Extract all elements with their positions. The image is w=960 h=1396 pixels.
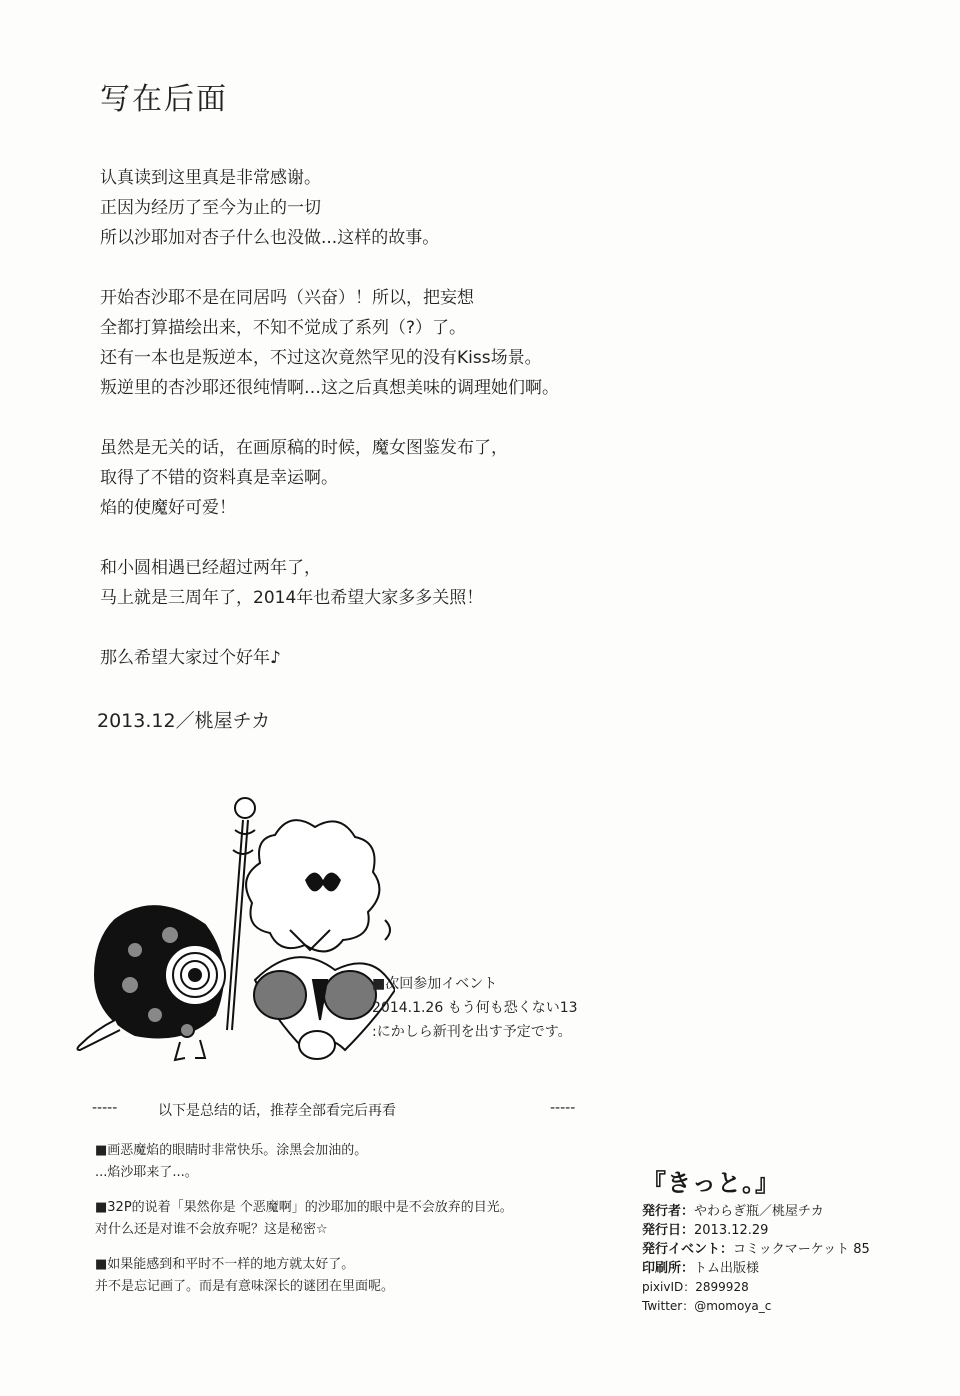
paragraph: [100, 433, 740, 523]
afterword-body: [100, 163, 740, 703]
paragraph-line: 正因为经历了至今为止的一切: [100, 198, 321, 218]
note-item: [95, 1197, 635, 1241]
paragraph-line: 叛逆里的杏沙耶还很纯情啊…这之后真想美味的调理她们啊。: [100, 378, 559, 398]
paragraph-line: 开始杏沙耶不是在同居吗（兴奋）！所以，把妄想: [100, 288, 474, 308]
printer-value: トム出版様: [694, 1261, 760, 1276]
note-line: 并不是忘记画了。而是有意味深长的谜团在里面呢。: [95, 1279, 395, 1294]
divider-dashes-right: -----: [550, 1100, 576, 1116]
author-signature: 2013.12／桃屋チカ: [97, 710, 271, 732]
note-line: 对什么还是对谁不会放弃呢？这是秘密☆: [95, 1222, 328, 1237]
note-item: [95, 1140, 635, 1184]
note-line: ■32P的说着「果然你是 个恶魔啊」的沙耶加的眼中是不会放弃的目光。: [95, 1200, 513, 1215]
date-label: 発行日：: [642, 1223, 695, 1238]
publisher-label: 発行者：: [642, 1204, 695, 1219]
paragraph-line: 认真读到这里真是非常感谢。: [100, 168, 321, 188]
paragraph-line: 取得了不错的资料真是幸运啊。: [100, 468, 338, 488]
paragraph-line: 焰的使魔好可爱！: [100, 498, 236, 518]
paragraph-line: 虽然是无关的话，在画原稿的时候，魔女图鉴发布了，: [100, 438, 508, 458]
paragraph-line: 那么希望大家过个好年♪: [100, 648, 281, 668]
printer-row: [642, 1259, 942, 1278]
paragraph-line: 和小圆相遇已经超过两年了，: [100, 558, 321, 578]
pixiv-id: pixivID：2899928: [642, 1280, 749, 1294]
paragraph-line: 所以沙耶加对杏子什么也没做...这样的故事。: [100, 228, 440, 248]
book-title: 『きっと。』: [642, 1169, 780, 1197]
cloud-head-drawing: [246, 820, 379, 951]
character-illustration: [75, 790, 395, 1090]
paragraph: [100, 643, 740, 673]
paragraph-line: 还有一本也是叛逆本，不过这次竟然罕见的没有Kiss场景。: [100, 348, 542, 368]
paragraph: [100, 283, 740, 403]
event-line: 2014.1.26 もう何も恐くない13: [372, 1000, 578, 1016]
event-label: 発行イベント：: [642, 1242, 734, 1257]
next-event-info: [372, 972, 622, 1044]
familiar-drawing: [78, 906, 226, 1060]
note-item: [95, 1254, 635, 1298]
paragraph: [100, 553, 740, 613]
date-row: [642, 1221, 942, 1240]
publisher-value: やわらぎ瓶／桃屋チカ: [694, 1204, 824, 1219]
note-line: ...焰沙耶来了...。: [95, 1165, 198, 1180]
spoiler-notes: [95, 1140, 635, 1311]
event-row: [642, 1240, 942, 1259]
paragraph-line: 全都打算描绘出来，不知不觉成了系列（?）了。: [100, 318, 467, 338]
note-line: ■画恶魔焰的眼睛时非常快乐。涂黑会加油的。: [95, 1143, 368, 1158]
twitter-handle: Twitter：@momoya_c: [642, 1299, 772, 1313]
divider-text: 以下是总结的话，推荐全部看完后再看: [158, 1103, 396, 1119]
date-value: 2013.12.29: [694, 1223, 769, 1238]
printer-label: 印刷所：: [642, 1261, 695, 1276]
publisher-row: [642, 1202, 942, 1221]
colophon: [642, 1163, 942, 1316]
paragraph: [100, 163, 740, 253]
spoiler-divider: [92, 1100, 592, 1122]
paragraph-line: 马上就是三周年了，2014年也希望大家多多关照！: [100, 588, 484, 608]
note-line: ■如果能感到和平时不一样的地方就太好了。: [95, 1257, 355, 1272]
event-heading: ■次回参加イベント: [372, 976, 498, 992]
event-line: :にかしら新刊を出す予定です。: [372, 1024, 572, 1040]
event-value: コミックマーケット 85: [733, 1242, 870, 1257]
page-heading: 写在后面: [100, 82, 228, 117]
divider-dashes-left: -----: [92, 1100, 118, 1116]
